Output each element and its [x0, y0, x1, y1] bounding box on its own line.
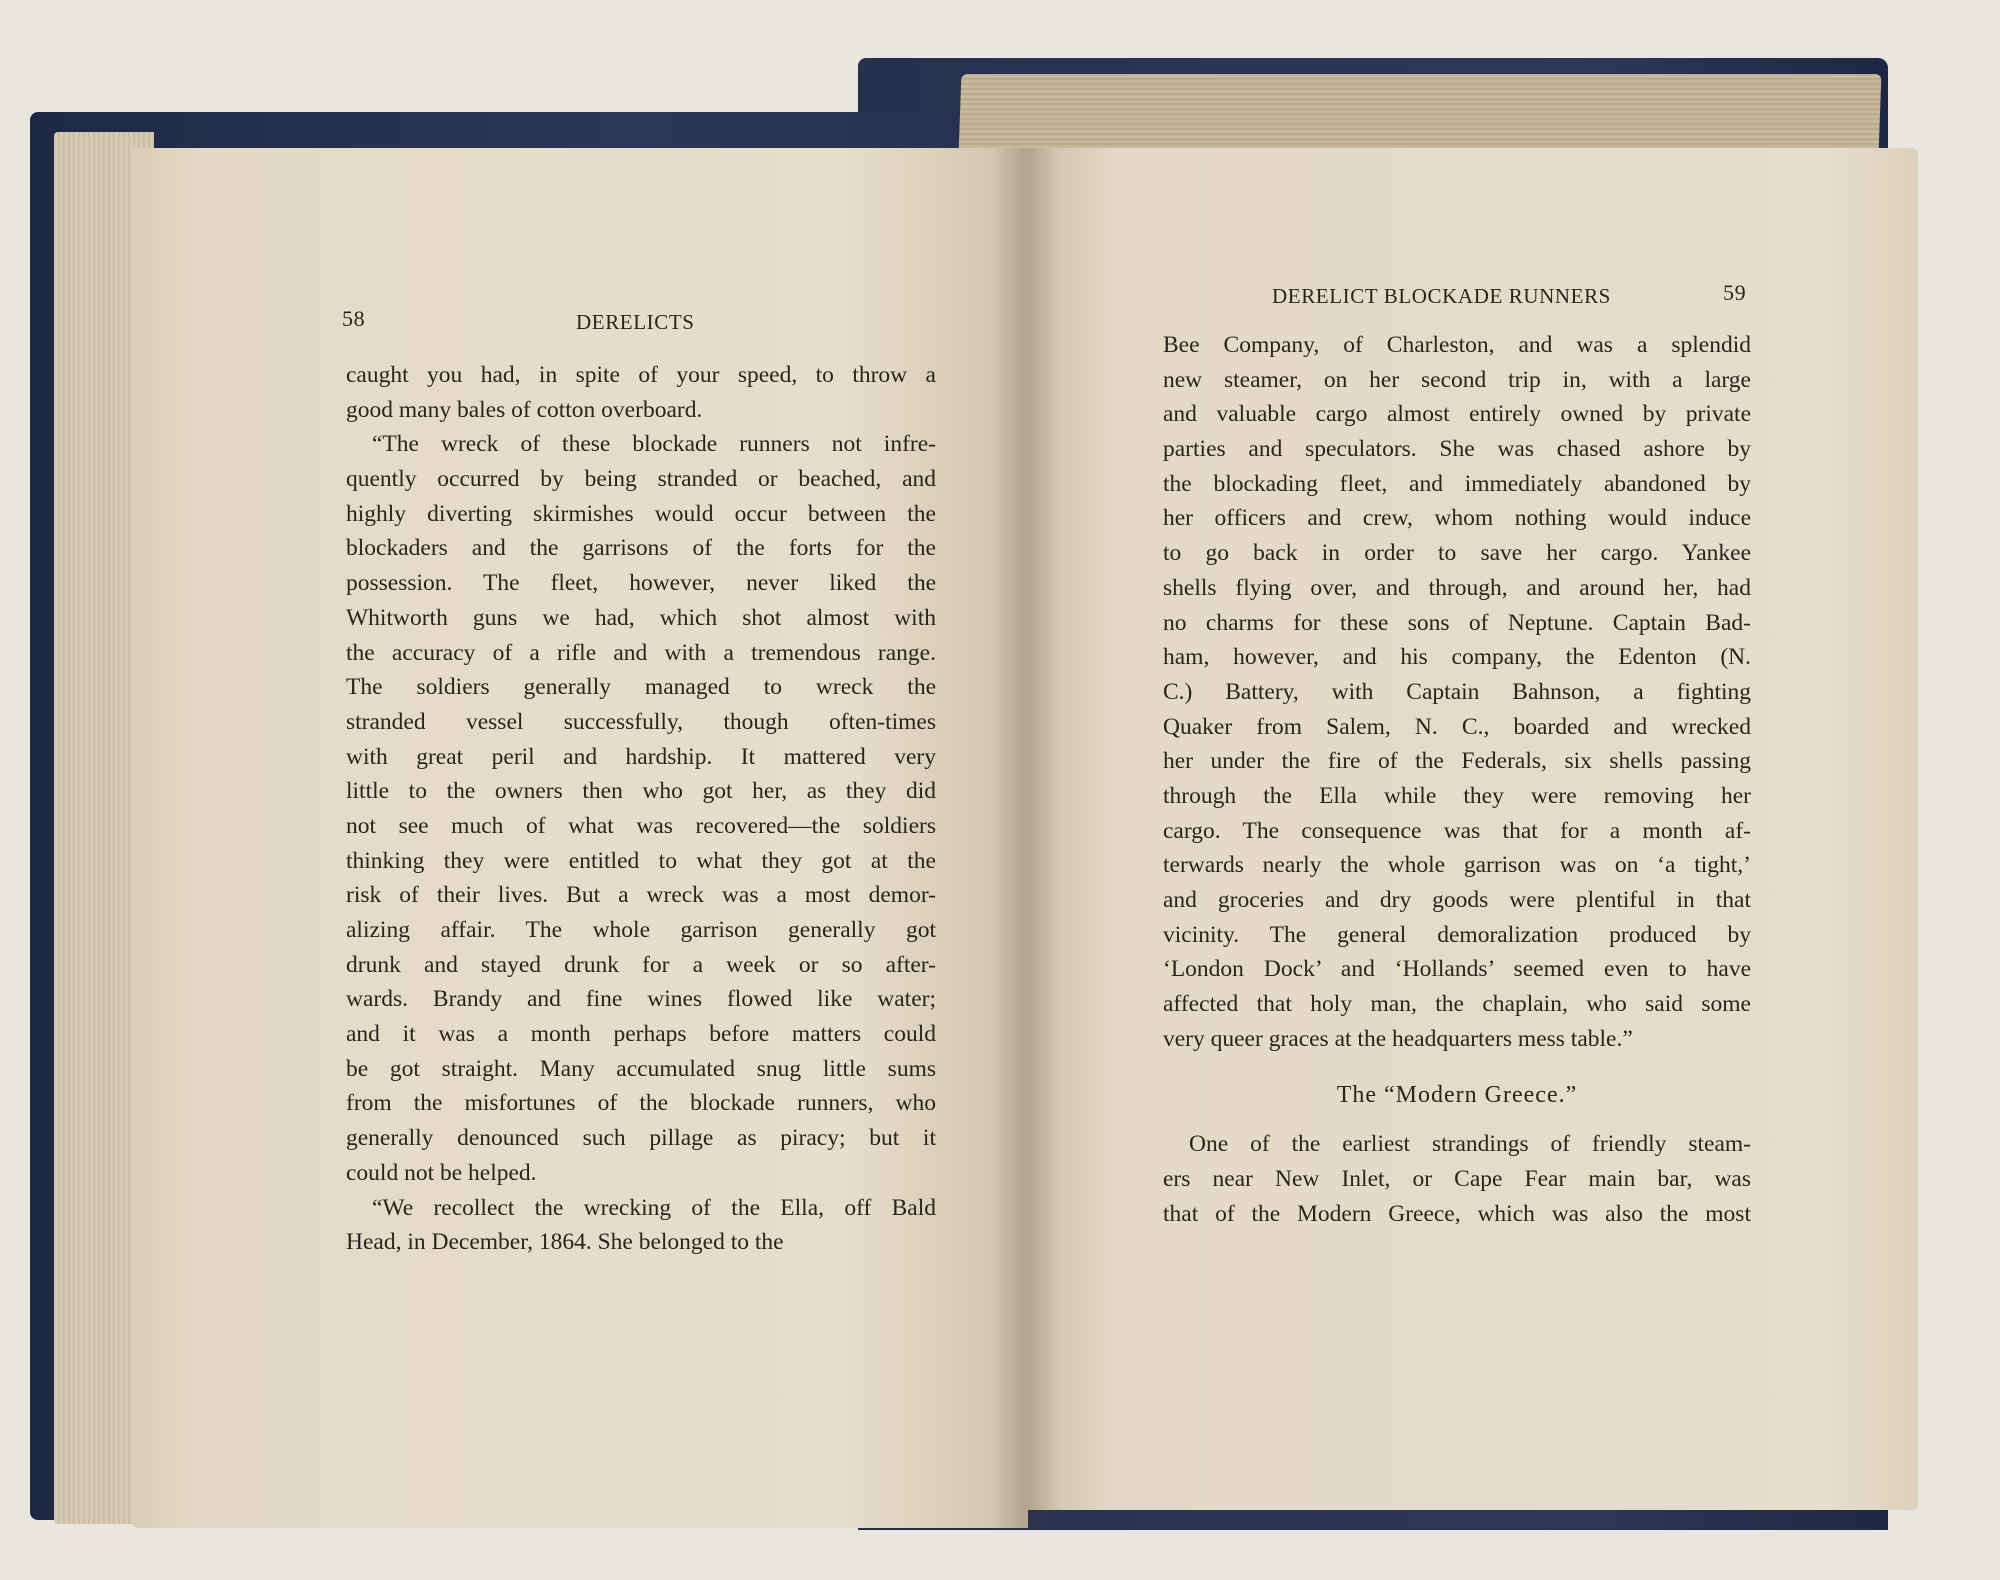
- text-line: One of the earliest strandings of friendly steam-: [1189, 1131, 1751, 1158]
- text-line: with great peril and hardship. It mattered very: [346, 743, 936, 770]
- text-line: highly diverting skirmishes would occur between the: [346, 500, 936, 527]
- text-line: risk of their lives. But a wreck was a most demor-: [346, 882, 936, 909]
- text-line: from the misfortunes of the blockade runners, who: [346, 1090, 936, 1117]
- text-line: stranded vessel successfully, though often-times: [346, 708, 936, 735]
- text-line: her officers and crew, whom nothing would induce: [1163, 505, 1751, 532]
- running-head-left: DERELICTS: [576, 310, 695, 334]
- text-line: “We recollect the wrecking of the Ella, off Bald: [372, 1194, 936, 1221]
- text-line: ers near New Inlet, or Cape Fear main bar, was: [1163, 1165, 1751, 1192]
- text-line: the blockading fleet, and immediately abandoned by: [1163, 470, 1751, 497]
- right-body-text: [1163, 328, 1751, 1231]
- text-line: very queer graces at the headquarters mess table.”: [1163, 1025, 1633, 1052]
- text-line: new steamer, on her second trip in, with a large: [1163, 366, 1751, 393]
- text-line: thinking they were entitled to what they got at the: [346, 847, 936, 874]
- text-line: alizing affair. The whole garrison generally got: [346, 917, 936, 943]
- text-line: The soldiers generally managed to wreck the: [346, 674, 936, 701]
- text-line: little to the owners then who got her, as they did: [346, 778, 936, 805]
- section-heading: The “Modern Greece.”: [1336, 1082, 1578, 1109]
- text-line: parties and speculators. She was chased ashore by: [1163, 436, 1751, 463]
- text-line: blockaders and the garrisons of the forts for the: [346, 535, 936, 562]
- text-line: her under the fire of the Federals, six shells passing: [1163, 748, 1751, 775]
- text-line: shells flying over, and through, and around her, had: [1163, 574, 1751, 601]
- text-line: and groceries and dry goods were plentiful in that: [1163, 887, 1751, 913]
- left-page: [132, 148, 1028, 1528]
- page-stack-top: [959, 74, 1882, 154]
- text-line: wards. Brandy and fine wines flowed like water;: [346, 986, 936, 1013]
- text-line: affected that holy man, the chaplain, who said some: [1163, 991, 1751, 1018]
- text-line: Head, in December, 1864. She belonged to the: [346, 1229, 784, 1256]
- text-line: Bee Company, of Charleston, and was a splendid: [1163, 332, 1751, 358]
- text-line: ‘London Dock’ and ‘Hollands’ seemed even to have: [1163, 956, 1751, 983]
- text-line: possession. The fleet, however, never liked the: [346, 570, 936, 597]
- text-line: C.) Battery, with Captain Bahnson, a fighting: [1163, 678, 1751, 705]
- page-number-left: 58: [342, 306, 366, 331]
- text-line: could not be helped.: [346, 1159, 537, 1186]
- text-line: “The wreck of these blockade runners not infre-: [372, 431, 936, 458]
- text-line: cargo. The consequence was that for a month af-: [1163, 817, 1751, 844]
- text-line: terwards nearly the whole garrison was on ‘a tight,’: [1163, 852, 1751, 879]
- text-line: through the Ella while they were removing her: [1163, 782, 1751, 809]
- text-line: Quaker from Salem, N. C., boarded and wrecked: [1163, 713, 1751, 740]
- text-line: vicinity. The general demoralization produced by: [1163, 921, 1751, 948]
- running-head-right: DERELICT BLOCKADE RUNNERS: [1272, 284, 1611, 308]
- text-line: drunk and stayed drunk for a week or so after-: [346, 951, 936, 978]
- text-line: that of the Modern Greece, which was also the most: [1163, 1200, 1751, 1227]
- text-line: and it was a month perhaps before matters could: [346, 1021, 936, 1048]
- text-line: Whitworth guns we had, which shot almost with: [346, 604, 936, 631]
- text-line: and valuable cargo almost entirely owned by private: [1163, 401, 1751, 428]
- text-line: be got straight. Many accumulated snug little sums: [346, 1055, 936, 1082]
- text-line: not see much of what was recovered—the soldiers: [346, 812, 936, 839]
- text-line: the accuracy of a rifle and with a tremendous range.: [346, 639, 936, 666]
- text-line: no charms for these sons of Neptune. Captain Bad-: [1163, 609, 1751, 636]
- book-gutter: [990, 148, 1060, 1528]
- text-line: quently occurred by being stranded or beached, and: [346, 466, 936, 493]
- text-line: caught you had, in spite of your speed, to throw a: [346, 362, 936, 388]
- text-line: generally denounced such pillage as piracy; but it: [346, 1125, 936, 1152]
- page-number-right: 59: [1723, 280, 1747, 305]
- text-line: to go back in order to save her cargo. Yankee: [1163, 540, 1751, 567]
- text-line: good many bales of cotton overboard.: [346, 396, 703, 423]
- left-body-text: [346, 358, 936, 1260]
- text-line: ham, however, and his company, the Edenton (N.: [1163, 644, 1751, 671]
- right-page: [1028, 148, 1918, 1510]
